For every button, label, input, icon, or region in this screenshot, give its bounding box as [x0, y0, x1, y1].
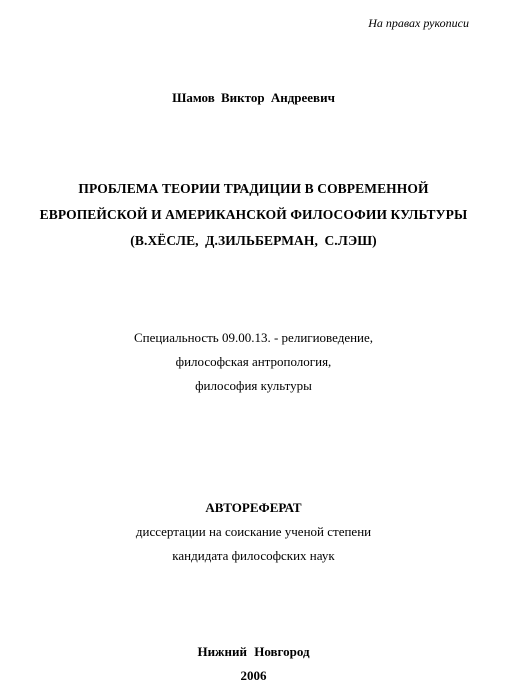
- city-name: Нижний Новгород: [197, 644, 310, 659]
- title-line-2: ЕВРОПЕЙСКОЙ И АМЕРИКАНСКОЙ ФИЛОСОФИИ КУЛЬТУРЫ: [39, 207, 468, 222]
- abstract-line-1: диссертации на соискание ученой степени: [135, 524, 372, 539]
- abstract-heading: АВТОРЕФЕРАТ: [205, 500, 302, 515]
- specialty-line-1: Специальность 09.00.13. - религиоведение,: [133, 330, 374, 345]
- title-line-3: (В.ХЁСЛЕ, Д.ЗИЛЬБЕРМАН, С.ЛЭШ): [130, 233, 377, 248]
- specialty-line-3: философия культуры: [195, 378, 312, 393]
- title-line-1: ПРОБЛЕМА ТЕОРИИ ТРАДИЦИИ В СОВРЕМЕННОЙ: [78, 181, 429, 196]
- author-name: Шамов Виктор Андреевич: [172, 90, 335, 105]
- specialty-line-2: философская антропология,: [175, 354, 332, 369]
- manuscript-rights-note: На правах рукописи: [368, 16, 469, 30]
- abstract-line-2: кандидата философских наук: [172, 548, 335, 563]
- publication-year: 2006: [240, 668, 267, 683]
